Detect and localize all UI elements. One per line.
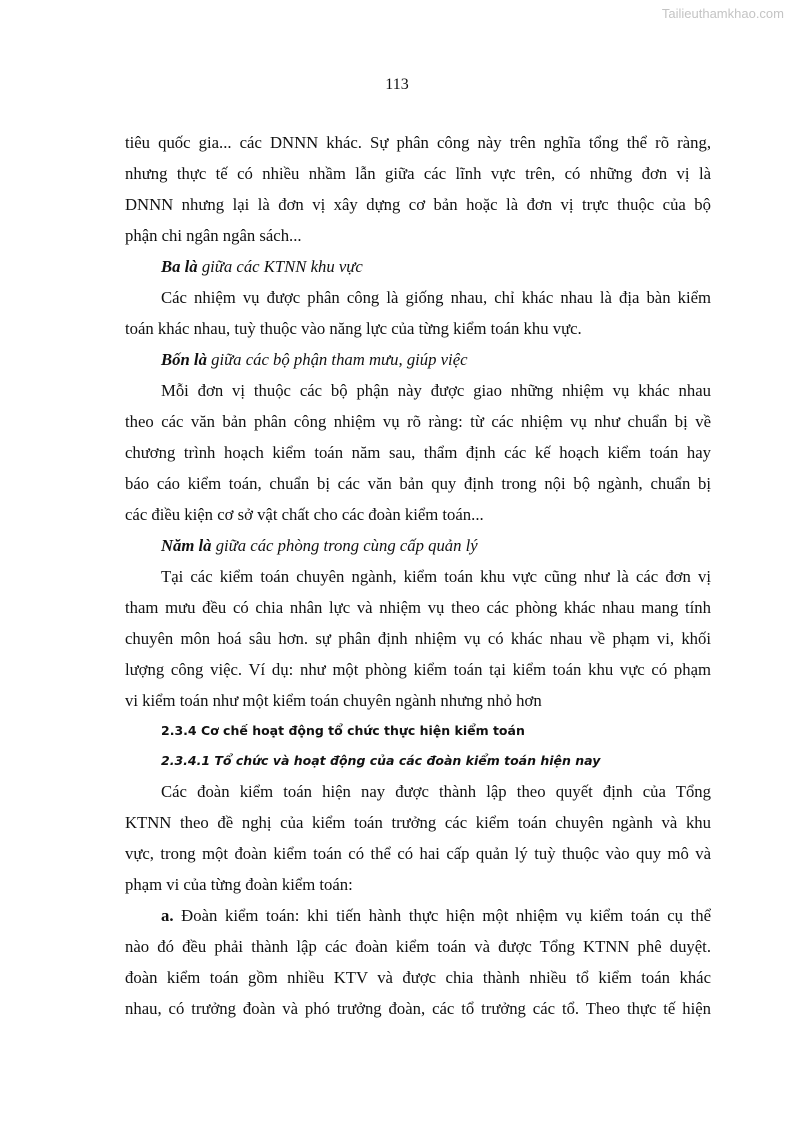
- paragraph-line: vực, trong một đoàn kiểm toán có thể có hai cấp quản lý tuỳ thuộc vào quy mô và: [125, 844, 711, 863]
- paragraph-line: Các nhiệm vụ được phân công là giống nhau, chỉ khác nhau là địa bàn kiểm: [161, 288, 711, 307]
- heading-lead: Bốn là: [161, 350, 207, 369]
- list-marker-a: a.: [161, 906, 174, 925]
- paragraph-line: phạm vi của từng đoàn kiểm toán:: [125, 875, 353, 894]
- paragraph-line: chuyên môn hoá sâu hơn. sự phân định nhiệm vụ có khác nhau về phạm vi, khối: [125, 629, 711, 648]
- paragraph-line: báo cáo kiểm toán, chuẩn bị các văn bản quy định trong nội bộ ngành, chuẩn bị: [125, 474, 711, 493]
- section-heading-2-3-4-1: 2.3.4.1 Tổ chức và hoạt động của các đoàn kiểm toán hiện nay: [161, 753, 601, 768]
- paragraph-line: nào đó đều phải thành lập các đoàn kiểm toán và được Tổng KTNN phê duyệt.: [125, 937, 711, 956]
- paragraph-line: theo các văn bản phân công nhiệm vụ rõ ràng: từ các nhiệm vụ như chuẩn bị về: [125, 412, 711, 431]
- page-number: 113: [385, 76, 409, 93]
- heading-lead: Năm là: [161, 536, 212, 555]
- document-body: [125, 127, 711, 1024]
- heading-text: giữa các bộ phận tham mưu, giúp việc: [206, 350, 468, 369]
- heading-ba-la: [125, 251, 711, 282]
- paragraph-line: KTNN theo đề nghị của kiểm toán trưởng các kiểm toán chuyên ngành và khu: [125, 813, 711, 832]
- paragraph-line: vi kiểm toán như một kiểm toán chuyên ngành nhưng nhỏ hơn: [125, 691, 542, 710]
- paragraph-line: Mỗi đơn vị thuộc các bộ phận này được giao những nhiệm vụ khác nhau: [161, 381, 711, 400]
- watermark-text: Tailieuthamkhao.com: [661, 6, 784, 21]
- paragraph-line: Tại các kiểm toán chuyên ngành, kiểm toán khu vực cũng như là các đơn vị: [161, 567, 711, 586]
- paragraph-line: tham mưu đều có chia nhân lực và nhiệm vụ theo các phòng khác nhau mang tính: [125, 598, 711, 617]
- paragraph-line: phận chi ngân ngân sách...: [125, 226, 302, 245]
- section-heading-2-3-4: 2.3.4 Cơ chế hoạt động tổ chức thực hiện kiểm toán: [161, 723, 525, 738]
- paragraph-line: toán khác nhau, tuỳ thuộc vào năng lực của từng kiểm toán khu vực.: [125, 319, 582, 338]
- heading-nam-la: [125, 530, 711, 561]
- paragraph-line-a: [125, 900, 711, 931]
- paragraph-text: Đoàn kiểm toán: khi tiến hành thực hiện một nhiệm vụ kiểm toán cụ thể: [173, 906, 711, 925]
- paragraph-line: Các đoàn kiểm toán hiện nay được thành lập theo quyết định của Tổng: [161, 782, 711, 801]
- heading-text: giữa các KTNN khu vực: [197, 257, 363, 276]
- paragraph-line: chương trình hoạch kiểm toán năm sau, thẩm định các kế hoạch kiểm toán hay: [125, 443, 711, 462]
- paragraph-line: DNNN nhưng lại là đơn vị xây dựng cơ bản hoặc là đơn vị trực thuộc của bộ: [125, 195, 711, 214]
- heading-bon-la: [125, 344, 711, 375]
- heading-lead: Ba là: [161, 257, 198, 276]
- heading-text: giữa các phòng trong cùng cấp quản lý: [211, 536, 478, 555]
- paragraph-line: nhau, có trưởng đoàn và phó trưởng đoàn, các tổ trưởng các tổ. Theo thực tế hiện: [125, 999, 711, 1018]
- paragraph-line: đoàn kiểm toán gồm nhiều KTV và được chia thành nhiều tổ kiểm toán khác: [125, 968, 711, 987]
- paragraph-line: lượng công việc. Ví dụ: như một phòng kiểm toán tại kiểm toán khu vực có phạm: [125, 660, 711, 679]
- paragraph-line: các điều kiện cơ sở vật chất cho các đoàn kiểm toán...: [125, 505, 484, 524]
- paragraph-line: nhưng thực tế có nhiều nhầm lẫn giữa các lĩnh vực trên, có những đơn vị là: [125, 164, 711, 183]
- paragraph-line: tiêu quốc gia... các DNNN khác. Sự phân công này trên nghĩa tổng thể rõ ràng,: [125, 133, 711, 152]
